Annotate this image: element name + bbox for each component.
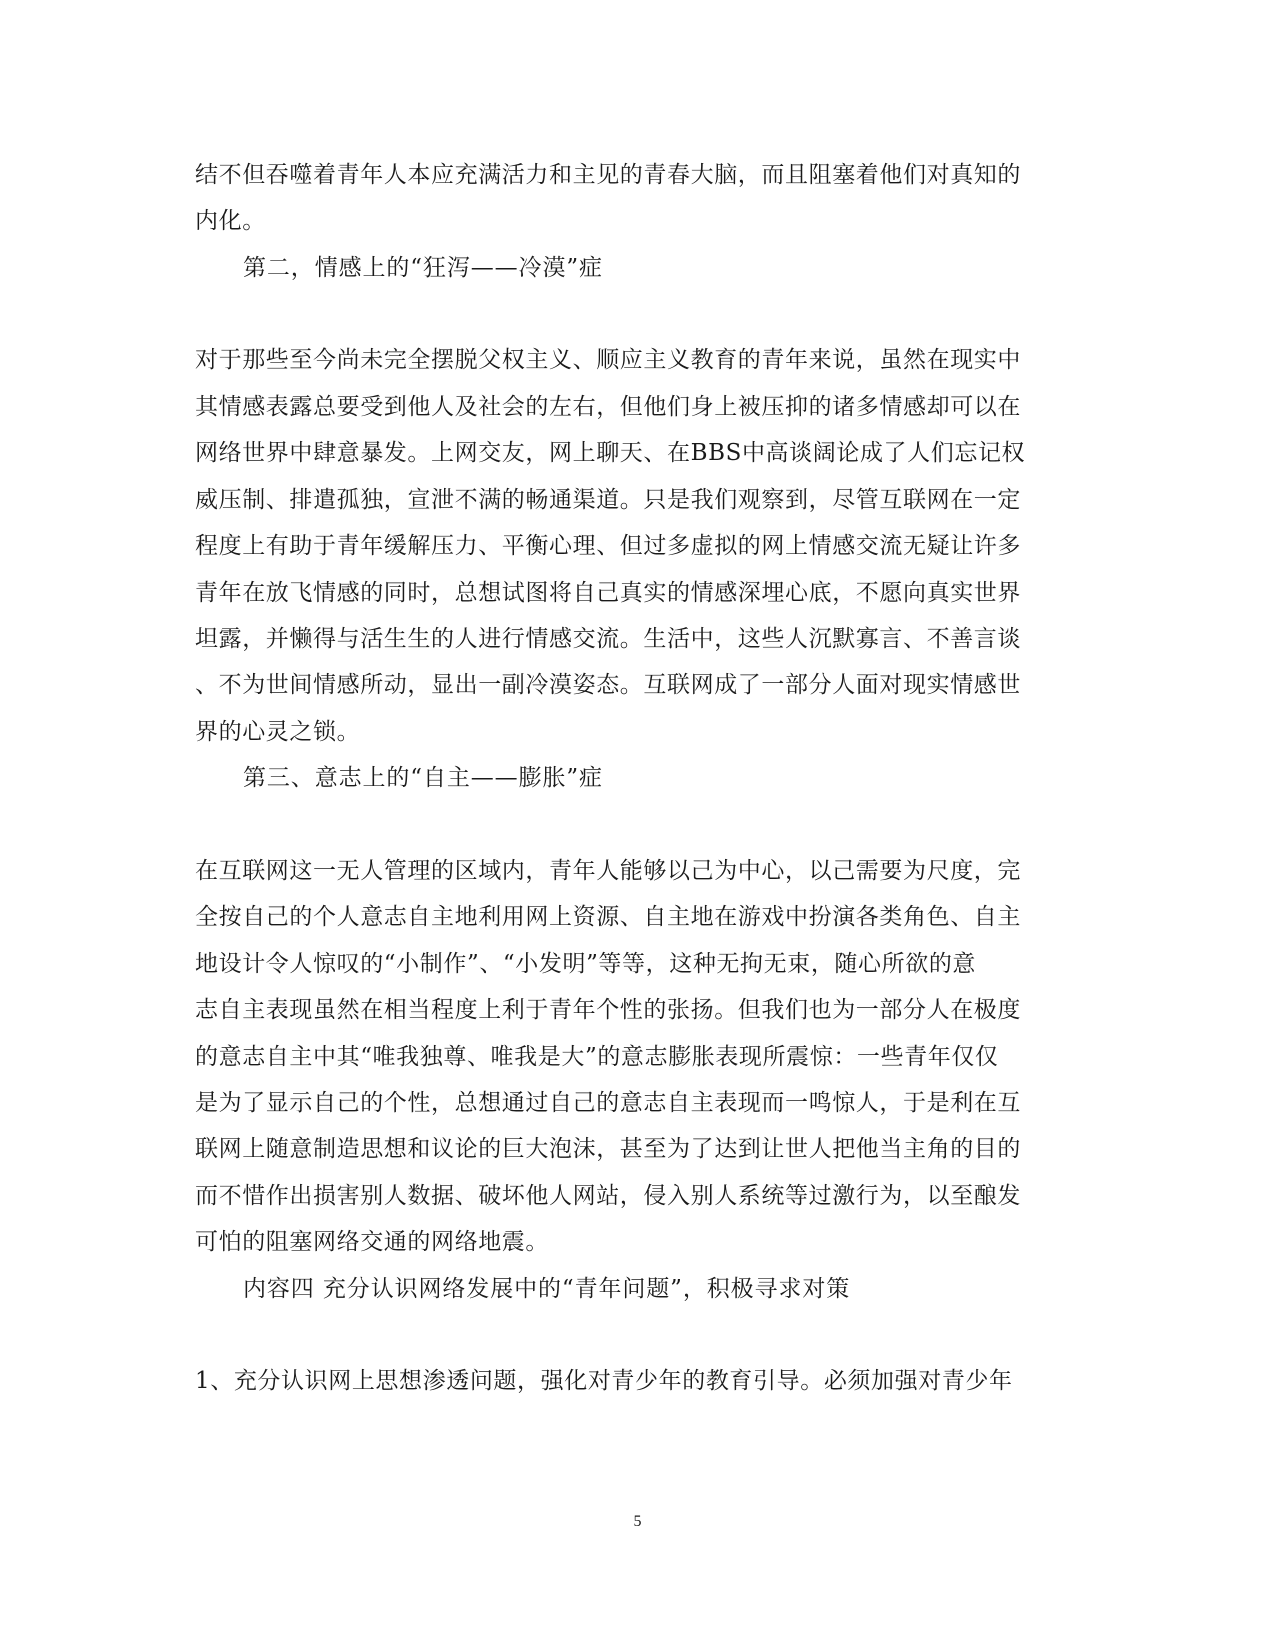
section-heading: 内容四 充分认识网络发展中的“青年问题”，积极寻求对策 xyxy=(243,1276,851,1302)
body-text-line: 界的心灵之锁。 xyxy=(195,719,361,745)
body-text-line: 可怕的阻塞网络交通的网络地震。 xyxy=(195,1229,549,1255)
body-text-line: 1、充分认识网上思想渗透问题，强化对青少年的教育引导。必须加强对青少年 xyxy=(195,1368,1013,1394)
body-text-line: 而不惜作出损害别人数据、破坏他人网站，侵入别人系统等过激行为，以至酿发 xyxy=(195,1183,1021,1209)
section-heading: 第三、意志上的“自主——膨胀”症 xyxy=(243,765,603,791)
body-text-line: 对于那些至今尚未完全摆脱父权主义、顺应主义教育的青年来说，虽然在现实中 xyxy=(195,347,1021,373)
page-number: 5 xyxy=(633,1513,642,1530)
body-text-line: 结不但吞噬着青年人本应充满活力和主见的青春大脑，而且阻塞着他们对真知的 xyxy=(195,162,1021,188)
body-text-line: 威压制、排遣孤独，宣泄不满的畅通渠道。只是我们观察到，尽管互联网在一定 xyxy=(195,487,1021,513)
body-text-line: 坦露，并懒得与活生生的人进行情感交流。生活中，这些人沉默寡言、不善言谈 xyxy=(195,626,1021,652)
body-text-line: 在互联网这一无人管理的区域内，青年人能够以己为中心，以己需要为尺度，完 xyxy=(195,858,1021,884)
body-text-line: 的意志自主中其“唯我独尊、唯我是大”的意志膨胀表现所震惊：一些青年仅仅 xyxy=(195,1044,999,1070)
body-text-line: 全按自己的个人意志自主地利用网上资源、自主地在游戏中扮演各类角色、自主 xyxy=(195,904,1021,930)
body-text-line: 网络世界中肆意暴发。上网交友，网上聊天、在BBS中高谈阔论成了人们忘记权 xyxy=(195,440,1026,466)
body-text-line: 程度上有助于青年缓解压力、平衡心理、但过多虚拟的网上情感交流无疑让许多 xyxy=(195,533,1021,559)
body-text-line: 内化。 xyxy=(195,208,266,234)
body-text-line: 志自主表现虽然在相当程度上利于青年个性的张扬。但我们也为一部分人在极度 xyxy=(195,997,1021,1023)
body-text-line: 是为了显示自己的个性，总想通过自己的意志自主表现而一鸣惊人，于是利在互 xyxy=(195,1090,1021,1116)
body-text-line: 青年在放飞情感的同时，总想试图将自己真实的情感深埋心底，不愿向真实世界 xyxy=(195,580,1021,606)
body-text-line: 、不为世间情感所动，显出一副冷漠姿态。互联网成了一部分人面对现实情感世 xyxy=(195,672,1021,698)
body-text-line: 联网上随意制造思想和议论的巨大泡沫，甚至为了达到让世人把他当主角的目的 xyxy=(195,1136,1021,1162)
section-heading: 第二，情感上的“狂泻——冷漠”症 xyxy=(243,255,603,281)
body-text-line: 其情感表露总要受到他人及社会的左右，但他们身上被压抑的诸多情感却可以在 xyxy=(195,394,1021,420)
body-text-line: 地设计令人惊叹的“小制作”、“小发明”等等，这种无拘无束，随心所欲的意 xyxy=(195,951,977,977)
